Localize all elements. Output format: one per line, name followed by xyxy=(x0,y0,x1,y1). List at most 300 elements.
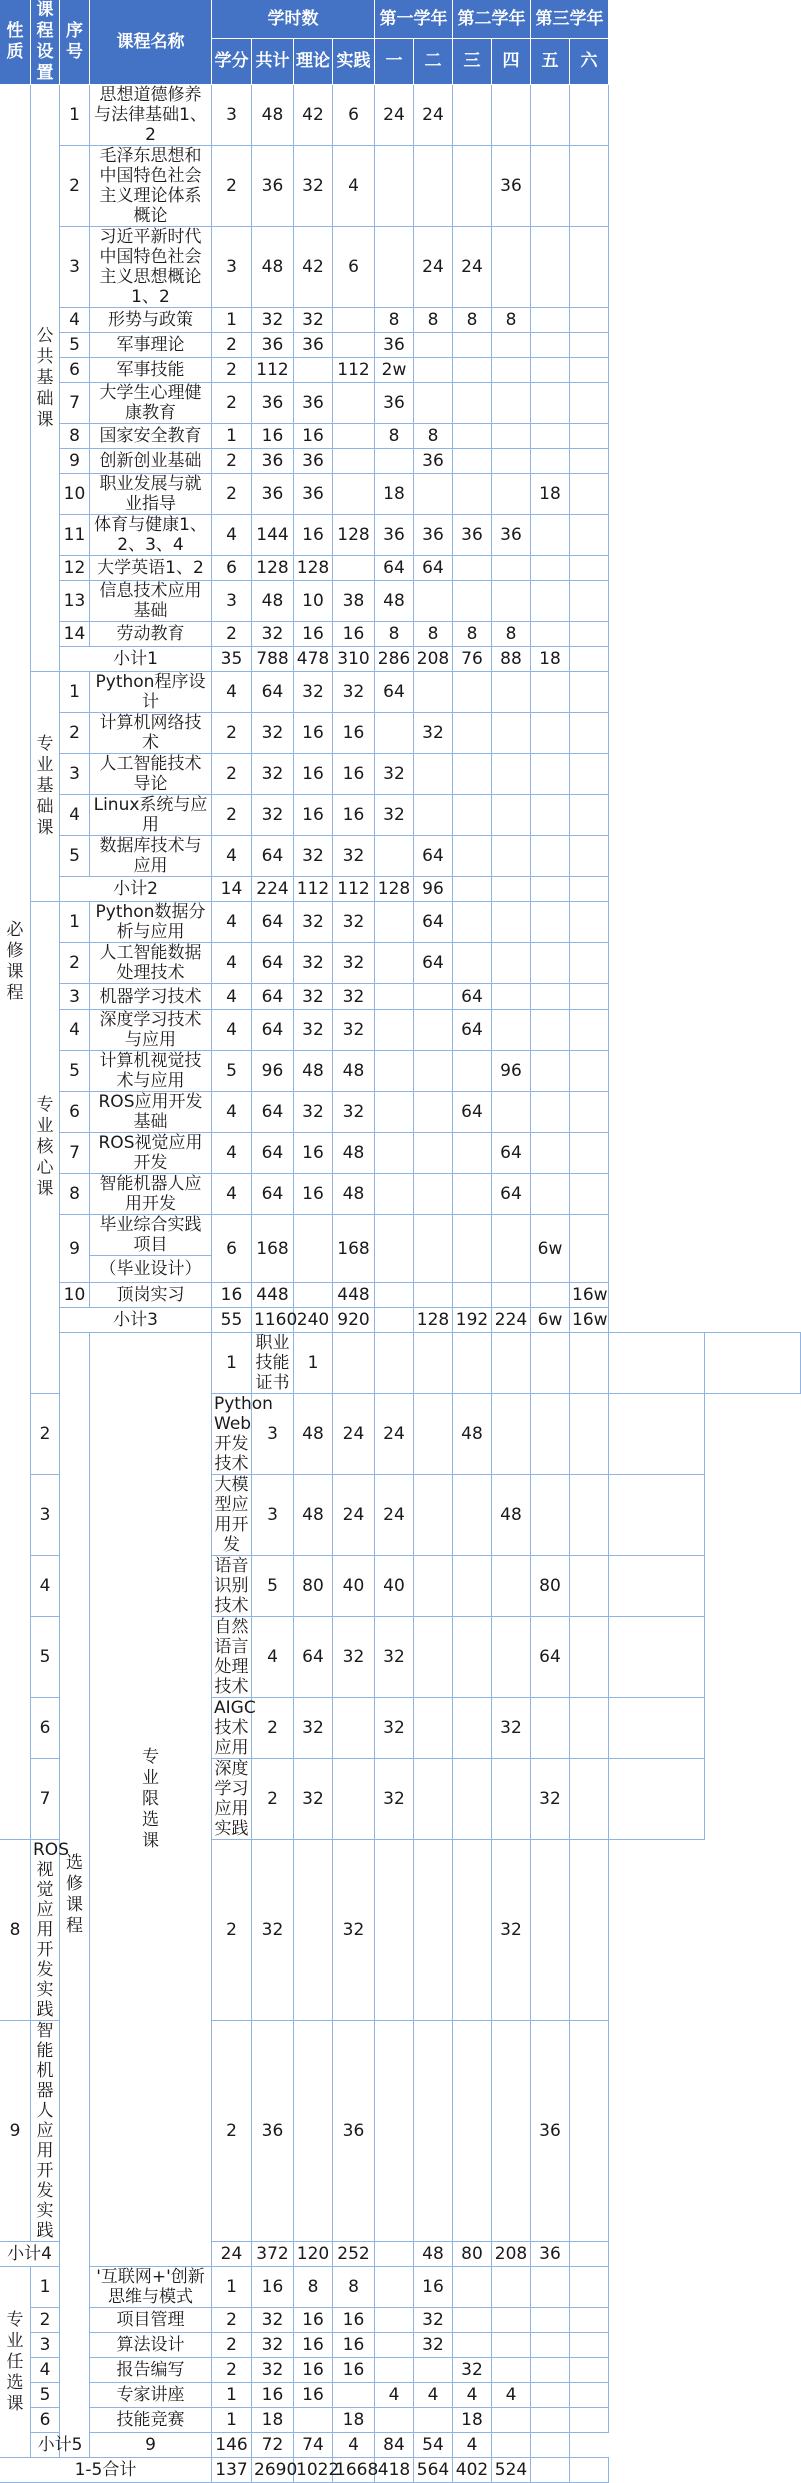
cell-value xyxy=(414,333,453,358)
course-name: Python数据分析与应用 xyxy=(90,902,212,943)
cell-value xyxy=(375,2021,414,2242)
cell-value: 36 xyxy=(294,449,333,474)
cell-value: 4 xyxy=(212,1174,252,1215)
cell-value: 2w xyxy=(375,358,414,383)
cell-value xyxy=(414,1174,453,1215)
cell-value xyxy=(375,2408,414,2433)
cell-value xyxy=(492,984,531,1010)
row-number: 4 xyxy=(60,795,90,836)
course-name: 顶岗实习 xyxy=(90,1283,212,1308)
cell-value xyxy=(294,1215,333,1283)
course-name: 智能机器人应用开发实践 xyxy=(31,2021,60,2242)
cell-value xyxy=(294,2021,333,2242)
course-name: 思想道德修养与法律基础1、2 xyxy=(90,85,212,146)
cell-value: 38 xyxy=(333,581,375,622)
cell-value xyxy=(570,85,609,146)
cell-value: 36 xyxy=(294,383,333,424)
cell-value xyxy=(531,795,570,836)
cell-value: 2 xyxy=(212,795,252,836)
row-number: 5 xyxy=(31,2383,60,2408)
cell-value: 24 xyxy=(375,85,414,146)
cell-value: 18 xyxy=(531,474,570,515)
header-hours: 学时数 xyxy=(212,0,375,38)
course-name: 职业技能证书 xyxy=(252,1333,294,1394)
cell-value xyxy=(531,358,570,383)
cell-value: 64 xyxy=(492,1174,531,1215)
cell-value: 32 xyxy=(252,795,294,836)
cell-value: 6 xyxy=(212,556,252,581)
cell-value xyxy=(453,713,492,754)
cell-value: 4 xyxy=(212,836,252,877)
course-name: 劳动教育 xyxy=(90,622,212,647)
cell-value xyxy=(414,146,453,227)
cell-value xyxy=(570,1010,609,1051)
cell-value xyxy=(531,2267,570,2308)
table-row xyxy=(0,308,801,333)
cell-value: 72 xyxy=(252,2433,294,2458)
cell-value: 96 xyxy=(414,877,453,902)
cell-value: 48 xyxy=(333,1174,375,1215)
cell-value xyxy=(531,383,570,424)
cell-value xyxy=(492,795,531,836)
cell-value: 32 xyxy=(294,1759,333,1840)
cell-value: 32 xyxy=(252,754,294,795)
cell-value: 16 xyxy=(252,2267,294,2308)
cell-value xyxy=(414,754,453,795)
cell-value xyxy=(414,1698,453,1759)
cell-value xyxy=(570,984,609,1010)
cell-value: 48 xyxy=(252,227,294,308)
cell-value: 32 xyxy=(333,984,375,1010)
header-term-4: 四 xyxy=(492,38,531,84)
cell-value: 128 xyxy=(333,515,375,556)
cell-value: 32 xyxy=(294,1092,333,1133)
cell-value: 64 xyxy=(252,902,294,943)
cell-value xyxy=(414,1215,453,1283)
subtotal-row xyxy=(0,647,801,672)
cell-value: 36 xyxy=(375,383,414,424)
cell-value: 286 xyxy=(375,647,414,672)
cell-value: 64 xyxy=(252,1133,294,1174)
table-row xyxy=(0,2358,801,2383)
cell-value: 64 xyxy=(252,672,294,713)
cell-value: 16 xyxy=(414,2267,453,2308)
cell-value: 564 xyxy=(414,2458,453,2483)
subtotal-row xyxy=(0,1308,801,1333)
cell-value: 64 xyxy=(375,556,414,581)
row-number: 5 xyxy=(31,1617,60,1698)
header-practice: 实践 xyxy=(333,38,375,84)
cell-value: 1 xyxy=(212,2267,252,2308)
cell-value xyxy=(570,2021,609,2242)
cell-value: 788 xyxy=(252,647,294,672)
cell-value: 48 xyxy=(492,1475,531,1556)
cell-value xyxy=(453,146,492,227)
cell-value: 32 xyxy=(333,943,375,984)
cell-value: 6 xyxy=(333,227,375,308)
row-number: 10 xyxy=(60,1283,90,1308)
cell-value xyxy=(492,383,531,424)
table-row xyxy=(0,1215,801,1256)
cell-value xyxy=(492,581,531,622)
cell-value xyxy=(531,1394,570,1475)
course-name: 创新创业基础 xyxy=(90,449,212,474)
group-pro-core: 专业核心课 xyxy=(31,902,60,1394)
row-number: 14 xyxy=(60,622,90,647)
cell-value: 36 xyxy=(333,2021,375,2242)
header-year2: 第二学年 xyxy=(453,0,531,38)
table-row xyxy=(0,1092,801,1133)
cell-value: 3 xyxy=(252,1475,294,1556)
course-name: '互联网+'创新思维与模式 xyxy=(90,2267,212,2308)
cell-value: 2 xyxy=(212,146,252,227)
cell-value xyxy=(453,1698,492,1759)
cell-value xyxy=(333,1333,375,1394)
cell-value xyxy=(531,2383,570,2408)
cell-value xyxy=(570,383,609,424)
cell-value xyxy=(492,2433,531,2458)
cell-value xyxy=(531,2308,570,2333)
cell-value: 32 xyxy=(333,1840,375,2021)
cell-value: 80 xyxy=(294,1556,333,1617)
cell-value xyxy=(453,333,492,358)
cell-value xyxy=(333,2383,375,2408)
cell-value: 84 xyxy=(375,2433,414,2458)
cell-value xyxy=(414,1133,453,1174)
course-name: AIGC技术应用 xyxy=(212,1698,252,1759)
cell-value xyxy=(375,146,414,227)
table-row xyxy=(0,1283,801,1308)
cell-value: 2 xyxy=(212,2308,252,2333)
course-name: 人工智能技术导论 xyxy=(90,754,212,795)
cell-value xyxy=(531,1698,570,1759)
cell-value xyxy=(531,2433,570,2458)
table-row xyxy=(0,556,801,581)
cell-value xyxy=(375,2267,414,2308)
table-row xyxy=(0,581,801,622)
course-name: ROS视觉应用开发实践 xyxy=(31,1840,60,2021)
table-row xyxy=(0,1010,801,1051)
cell-value: 402 xyxy=(453,2458,492,2483)
cell-value: 36 xyxy=(294,333,333,358)
cell-value: 32 xyxy=(333,836,375,877)
cell-value: 36 xyxy=(531,2021,570,2242)
course-name: Linux系统与应用 xyxy=(90,795,212,836)
cell-value xyxy=(570,227,609,308)
cell-value: 64 xyxy=(252,1174,294,1215)
row-number: 3 xyxy=(60,754,90,795)
cell-value: 32 xyxy=(252,622,294,647)
header-seq: 序号 xyxy=(60,0,90,85)
cell-value: 24 xyxy=(333,1394,375,1475)
cell-value: 5 xyxy=(252,1556,294,1617)
cell-value: 36 xyxy=(375,515,414,556)
cell-value: 64 xyxy=(375,672,414,713)
row-number: 6 xyxy=(60,358,90,383)
cell-value xyxy=(453,358,492,383)
row-number: 5 xyxy=(60,836,90,877)
cell-value: 1 xyxy=(212,2383,252,2408)
cell-value: 16 xyxy=(294,622,333,647)
header-year1: 第一学年 xyxy=(375,0,453,38)
cell-value: 1 xyxy=(212,2408,252,2433)
cell-value: 2 xyxy=(212,2333,252,2358)
row-number: 8 xyxy=(60,1174,90,1215)
cell-value: 192 xyxy=(453,1308,492,1333)
row-number: 4 xyxy=(60,308,90,333)
cell-value xyxy=(414,1333,453,1394)
cell-value: 2 xyxy=(212,622,252,647)
course-name: 人工智能数据处理技术 xyxy=(90,943,212,984)
cell-value: 208 xyxy=(414,647,453,672)
cell-value xyxy=(492,449,531,474)
cell-value: 48 xyxy=(252,85,294,146)
cell-value: 4 xyxy=(212,902,252,943)
cell-value: 1160 xyxy=(252,1308,294,1333)
cell-value: 42 xyxy=(294,85,333,146)
cell-value xyxy=(414,1092,453,1133)
cell-value: 32 xyxy=(333,1617,375,1698)
cell-value: 32 xyxy=(531,1759,570,1840)
table-row xyxy=(0,358,801,383)
cell-value: 64 xyxy=(252,836,294,877)
cell-value xyxy=(531,622,570,647)
cell-value: 8 xyxy=(453,308,492,333)
row-number: 1 xyxy=(60,85,90,146)
course-name: 计算机视觉技术与应用 xyxy=(90,1051,212,1092)
course-name: 深度学习技术与应用 xyxy=(90,1010,212,1051)
course-name: 习近平新时代中国特色社会主义思想概论1、2 xyxy=(90,227,212,308)
table-row xyxy=(0,2408,801,2433)
cell-value: 128 xyxy=(294,556,333,581)
cell-value: 36 xyxy=(252,383,294,424)
cell-value: 4 xyxy=(333,146,375,227)
cell-value xyxy=(333,1698,375,1759)
cell-value xyxy=(570,1759,609,1840)
cell-value xyxy=(570,877,609,902)
course-name: 大学生心理健康教育 xyxy=(90,383,212,424)
cell-value: 32 xyxy=(294,902,333,943)
course-name-sub: （毕业设计） xyxy=(90,1256,212,1283)
cell-value: 74 xyxy=(294,2433,333,2458)
cell-value: 146 xyxy=(212,2433,252,2458)
cell-value xyxy=(531,308,570,333)
cell-value xyxy=(294,2408,333,2433)
cell-value xyxy=(453,2021,492,2242)
cell-value xyxy=(375,1333,414,1394)
table-row xyxy=(0,1174,801,1215)
header-term-1: 一 xyxy=(375,38,414,84)
cell-value xyxy=(531,424,570,449)
table-row xyxy=(0,836,801,877)
cell-value: 64 xyxy=(252,943,294,984)
cell-value xyxy=(492,1010,531,1051)
cell-value xyxy=(414,1840,453,2021)
header-term-3: 三 xyxy=(453,38,492,84)
cell-value: 18 xyxy=(453,2408,492,2433)
cell-value xyxy=(570,2333,609,2358)
cell-value xyxy=(375,836,414,877)
cell-value xyxy=(492,556,531,581)
cell-value: 36 xyxy=(414,515,453,556)
row-number: 6 xyxy=(31,2408,60,2433)
cell-value: 8 xyxy=(375,424,414,449)
cell-value xyxy=(570,1698,609,1759)
cell-value: 2 xyxy=(252,1759,294,1840)
cell-value xyxy=(453,85,492,146)
cell-value: 48 xyxy=(294,1475,333,1556)
cell-value xyxy=(453,1475,492,1556)
cell-value xyxy=(570,1475,609,1556)
cell-value xyxy=(492,1759,531,1840)
cell-value xyxy=(453,474,492,515)
cell-value: 36 xyxy=(252,333,294,358)
cell-value xyxy=(375,2358,414,2383)
cell-value: 64 xyxy=(453,1010,492,1051)
cell-value xyxy=(453,795,492,836)
table-row xyxy=(0,943,801,984)
cell-value: 2 xyxy=(212,333,252,358)
table-row xyxy=(0,2333,801,2358)
cell-value: 32 xyxy=(252,308,294,333)
table-row xyxy=(0,227,801,308)
cell-value: 310 xyxy=(333,647,375,672)
cell-value xyxy=(609,1475,705,1556)
cell-value xyxy=(570,556,609,581)
cell-value: 48 xyxy=(375,581,414,622)
cell-value xyxy=(333,308,375,333)
cell-value xyxy=(414,2358,453,2383)
cell-value xyxy=(531,2333,570,2358)
cell-value xyxy=(570,424,609,449)
cell-value xyxy=(492,2333,531,2358)
cell-value xyxy=(570,2267,609,2308)
cell-value: 6w xyxy=(531,1215,570,1283)
cell-value: 16 xyxy=(294,2383,333,2408)
row-number: 7 xyxy=(60,383,90,424)
group-optional: 专业任选课 xyxy=(0,2267,31,2458)
cell-value xyxy=(453,672,492,713)
cell-value: 137 xyxy=(212,2458,252,2483)
cell-value xyxy=(705,1333,801,1394)
cell-value: 36 xyxy=(252,146,294,227)
cell-value xyxy=(492,877,531,902)
cell-value: 24 xyxy=(414,227,453,308)
cell-value xyxy=(531,672,570,713)
cell-value: 10 xyxy=(294,581,333,622)
cell-value: 4 xyxy=(212,1092,252,1133)
cell-value: 32 xyxy=(333,1092,375,1133)
course-name: ROS应用开发基础 xyxy=(90,1092,212,1133)
course-name: 算法设计 xyxy=(90,2333,212,2358)
row-number: 4 xyxy=(31,2358,60,2383)
cell-value: 32 xyxy=(294,672,333,713)
cell-value xyxy=(609,1759,705,1840)
cell-value: 64 xyxy=(252,1092,294,1133)
cell-value: 16 xyxy=(212,1283,252,1308)
cell-value xyxy=(333,333,375,358)
cell-value: 64 xyxy=(453,1092,492,1133)
course-name: 形势与政策 xyxy=(90,308,212,333)
cell-value: 2 xyxy=(212,1840,252,2021)
cell-value xyxy=(375,1133,414,1174)
cell-value: 64 xyxy=(414,943,453,984)
cell-value: 32 xyxy=(252,2308,294,2333)
cell-value xyxy=(453,581,492,622)
cell-value xyxy=(492,1283,531,1308)
cell-value xyxy=(531,227,570,308)
cell-value: 128 xyxy=(375,877,414,902)
header-total: 共计 xyxy=(252,38,294,84)
cell-value xyxy=(570,1394,609,1475)
course-name: 国家安全教育 xyxy=(90,424,212,449)
cell-value xyxy=(375,713,414,754)
cell-value: 16 xyxy=(294,2358,333,2383)
cell-value: 372 xyxy=(252,2242,294,2267)
cell-value xyxy=(570,943,609,984)
cell-value xyxy=(570,622,609,647)
cell-value xyxy=(609,1394,705,1475)
cell-value xyxy=(453,1617,492,1698)
cell-value: 32 xyxy=(492,1698,531,1759)
cell-value xyxy=(492,2267,531,2308)
cell-value xyxy=(492,1092,531,1133)
cell-value xyxy=(333,449,375,474)
cell-value: 88 xyxy=(492,647,531,672)
cell-value xyxy=(453,754,492,795)
cell-value: 18 xyxy=(531,647,570,672)
cell-value: 418 xyxy=(375,2458,414,2483)
row-number: 3 xyxy=(31,2333,60,2358)
table-row xyxy=(0,2308,801,2333)
cell-value: 4 xyxy=(453,2433,492,2458)
cell-value: 16 xyxy=(252,424,294,449)
row-number: 2 xyxy=(60,943,90,984)
cell-value: 3 xyxy=(212,227,252,308)
cell-value: 16 xyxy=(333,2333,375,2358)
header-term-2: 二 xyxy=(414,38,453,84)
cell-value: 16 xyxy=(294,2308,333,2333)
cell-value xyxy=(531,449,570,474)
group-pro-basic: 专业基础课 xyxy=(31,672,60,902)
subtotal-row xyxy=(0,2433,801,2458)
cell-value xyxy=(375,227,414,308)
row-number: 7 xyxy=(31,1759,60,1840)
cell-value: 4 xyxy=(414,2383,453,2408)
cell-value xyxy=(453,1174,492,1215)
row-number: 1 xyxy=(60,902,90,943)
table-row xyxy=(0,1051,801,1092)
cell-value xyxy=(453,1556,492,1617)
cell-value: 4 xyxy=(492,2383,531,2408)
cell-value: 35 xyxy=(212,647,252,672)
cell-value: 6 xyxy=(333,85,375,146)
cell-value xyxy=(294,358,333,383)
header-setting: 课程设置 xyxy=(31,0,60,85)
header-term-6: 六 xyxy=(570,38,609,84)
cell-value xyxy=(531,1133,570,1174)
cell-value: 18 xyxy=(333,2408,375,2433)
row-number: 2 xyxy=(60,713,90,754)
cell-value: 168 xyxy=(252,1215,294,1283)
cell-value xyxy=(414,1283,453,1308)
table-row xyxy=(0,984,801,1010)
cell-value: 8 xyxy=(333,2267,375,2308)
cell-value: 36 xyxy=(252,449,294,474)
row-number: 1 xyxy=(60,672,90,713)
cell-value xyxy=(414,358,453,383)
cell-value: 32 xyxy=(294,146,333,227)
